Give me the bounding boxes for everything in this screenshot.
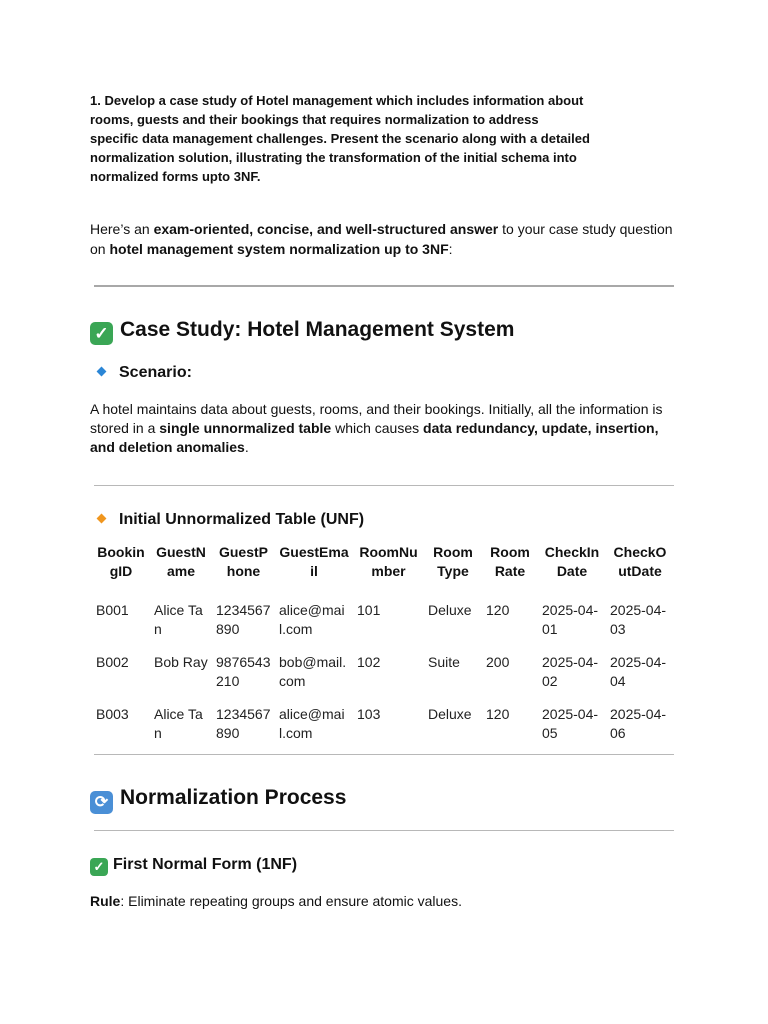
normalization-title: Normalization Process <box>120 786 347 809</box>
divider <box>94 754 674 755</box>
table-header-cell: CheckOutDate <box>613 544 667 579</box>
table-header-cell: RoomNumber <box>359 544 418 579</box>
table-cell: 103 <box>357 706 381 722</box>
scenario-heading-label: Scenario: <box>119 364 192 381</box>
table-header-cell: Room Rate <box>490 544 530 579</box>
table-row <box>92 589 674 642</box>
question-text: 1. Develop a case study of Hotel management which includes information about rooms, guests and their bookings that requires normalization to address specific data management challenges. Present the scenario along with a detailed normalization solution, illustrating the transformation of the initial schema into normalized forms upto 3NF. <box>90 93 590 184</box>
table-header-row <box>92 541 674 589</box>
table-cell: 9876543210 <box>216 654 271 689</box>
table-cell: 102 <box>357 654 381 670</box>
divider <box>94 485 674 486</box>
case-study-title: Case Study: Hotel Management System <box>120 318 515 341</box>
unf-heading <box>94 509 364 531</box>
table-cell: bob@mail.com <box>279 654 347 689</box>
table-header-cell: GuestPhone <box>218 544 268 579</box>
table-cell: Deluxe <box>428 706 472 722</box>
table-row <box>92 694 674 746</box>
small-blue-diamond-icon <box>97 367 107 377</box>
table-header-cell: CheckIn Date <box>544 544 600 579</box>
table-cell: alice@mail.com <box>279 602 345 637</box>
table-cell: Deluxe <box>428 602 472 618</box>
scenario-text: A hotel maintains data about guests, rooms, and their bookings. Initially, all the information is stored in a <box>90 401 663 436</box>
first-nf-heading <box>90 854 297 876</box>
table-cell: 120 <box>486 602 510 618</box>
table-cell: 2025-04-01 <box>542 602 599 637</box>
table-cell: Bob Ray <box>154 654 208 670</box>
table-cell: 2025-04-05 <box>542 706 599 741</box>
small-orange-diamond-icon <box>97 514 107 524</box>
intro-text: : <box>448 241 453 257</box>
divider <box>94 830 674 831</box>
table-header-cell: GuestName <box>156 544 206 579</box>
table-cell: 1234567890 <box>216 602 271 637</box>
table-header-cell: Room Type <box>433 544 473 579</box>
scenario-paragraph <box>90 400 680 457</box>
table-row <box>92 642 674 694</box>
scenario-heading <box>94 362 192 384</box>
table-cell: 2025-04-04 <box>610 654 667 689</box>
check-mark-emoji-icon: ✓ <box>90 322 113 345</box>
table-cell: Alice Tan <box>154 602 203 637</box>
table-cell: 2025-04-06 <box>610 706 667 741</box>
table-cell: 2025-04-02 <box>542 654 599 689</box>
table-cell: B002 <box>96 654 129 670</box>
table-cell: B003 <box>96 706 129 722</box>
scenario-text: . <box>244 439 249 455</box>
refresh-arrows-emoji-icon: ⟳ <box>90 791 113 814</box>
case-study-heading <box>90 316 514 345</box>
normalization-heading <box>90 784 346 814</box>
table-cell: Alice Tan <box>154 706 203 741</box>
table-header-cell: GuestEmail <box>279 544 349 579</box>
table-cell: alice@mail.com <box>279 706 345 741</box>
table-cell: 1234567890 <box>216 706 271 741</box>
table-cell: B001 <box>96 602 129 618</box>
intro-bold: exam-oriented, concise, and well-structured answer <box>153 221 499 237</box>
unf-table <box>92 541 674 746</box>
intro-text: Here’s an <box>90 221 154 237</box>
table-header-cell: BookingID <box>97 544 145 579</box>
divider <box>94 285 674 287</box>
table-cell: Suite <box>428 654 460 670</box>
first-nf-title: First Normal Form (1NF) <box>113 856 298 873</box>
scenario-bold: single unnormalized table <box>159 420 332 436</box>
check-mark-emoji-icon: ✓ <box>90 858 108 876</box>
intro-paragraph <box>90 219 680 259</box>
table-cell: 200 <box>486 654 510 670</box>
scenario-bold: data redundancy, update, insertion, and deletion anomalies <box>90 420 659 455</box>
table-cell: 2025-04-03 <box>610 602 667 637</box>
rule-label: Rule <box>90 893 121 909</box>
table-cell: 101 <box>357 602 381 618</box>
intro-text: to your case study question on <box>90 221 673 257</box>
intro-bold: hotel management system normalization up to 3NF <box>109 241 449 257</box>
table-cell: 120 <box>486 706 510 722</box>
scenario-text: which causes <box>331 420 424 436</box>
rule-text: : Eliminate repeating groups and ensure atomic values. <box>120 893 462 909</box>
unf-heading-label: Initial Unnormalized Table (UNF) <box>119 511 365 528</box>
first-nf-rule <box>90 892 680 911</box>
